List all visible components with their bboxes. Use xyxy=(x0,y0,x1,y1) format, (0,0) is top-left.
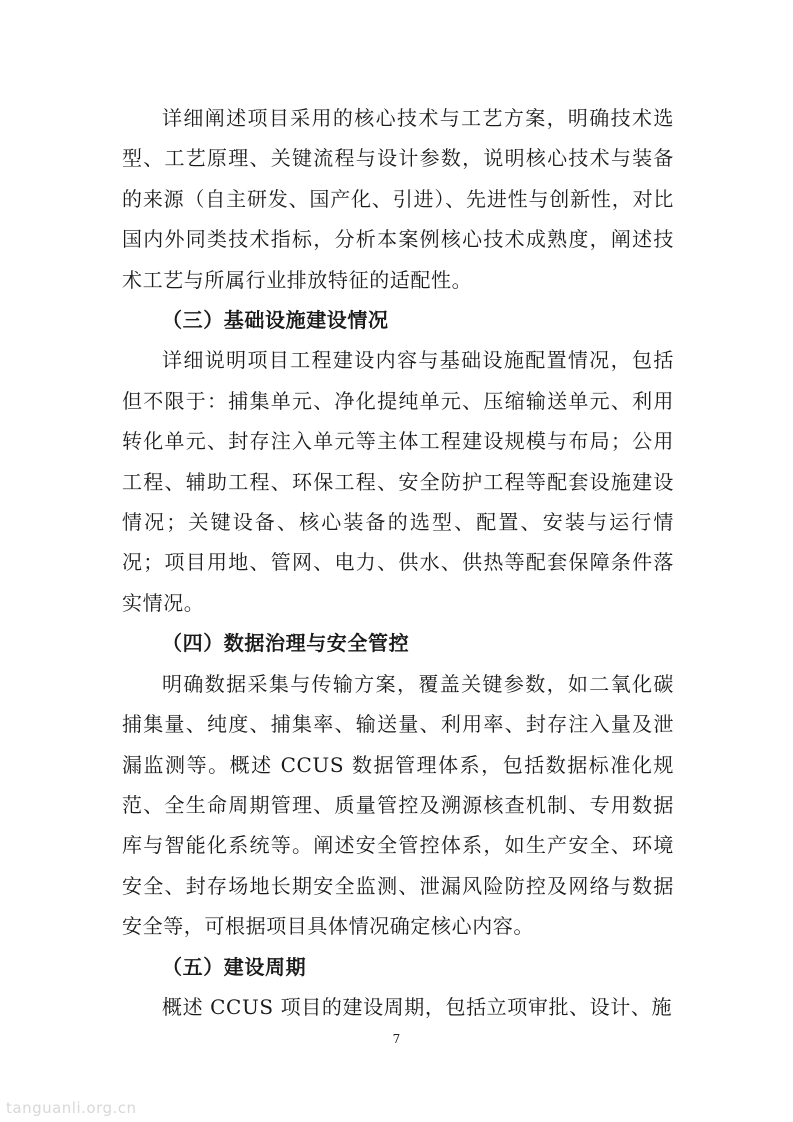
paragraph-infrastructure: 详细说明项目工程建设内容与基础设施配置情况，包括但不限于：捕集单元、净化提纯单元、压缩输送单元、利用转化单元、封存注入单元等主体工程建设规模与布局；公用工程、辅助工程、环保工程、安全防护工程等配套设施建设情况；关键设备、核心装备的选型、配置、安装与运行情况；项目用地、管网、电力、供水、供热等配套保障条件落实情况。 xyxy=(122,348,674,615)
page-number: 7 xyxy=(392,1032,401,1046)
section-heading-infrastructure: （三）基础设施建设情况 xyxy=(162,308,389,333)
section-heading-data-governance: （四）数据治理与安全管控 xyxy=(162,631,410,656)
watermark: tanguanli.org.cn xyxy=(6,1099,137,1117)
section-heading-construction-period: （五）建设周期 xyxy=(162,954,307,979)
paragraph-data-governance: 明确数据采集与传输方案，覆盖关键参数，如二氧化碳捕集量、纯度、捕集率、输送量、利用率、封存注入量及泄漏监测等。概述 CCUS 数据管理体系，包括数据标准化规范、全生命周期管理、质量管控及溯源核查机制、专用数据库与智能化系统等。阐述安全管控体系，如生产安全、环境安全、封存场地长期安全监测、泄漏风险防控及网络与数据安全等，可根据项目具体情况确定核心内容。 xyxy=(122,671,674,939)
paragraph-construction-period: 概述 CCUS 项目的建设周期，包括立项审批、设计、施 xyxy=(162,994,673,1019)
document-body xyxy=(122,98,674,1027)
paragraph-technology-process: 详细阐述项目采用的核心技术与工艺方案，明确技术选型、工艺原理、关键流程与设计参数，说明核心技术与装备的来源（自主研发、国产化、引进）、先进性与创新性，对比国内外同类技术指标，分析本案例核心技术成熟度，阐述技术工艺与所属行业排放特征的适配性。 xyxy=(122,106,674,292)
